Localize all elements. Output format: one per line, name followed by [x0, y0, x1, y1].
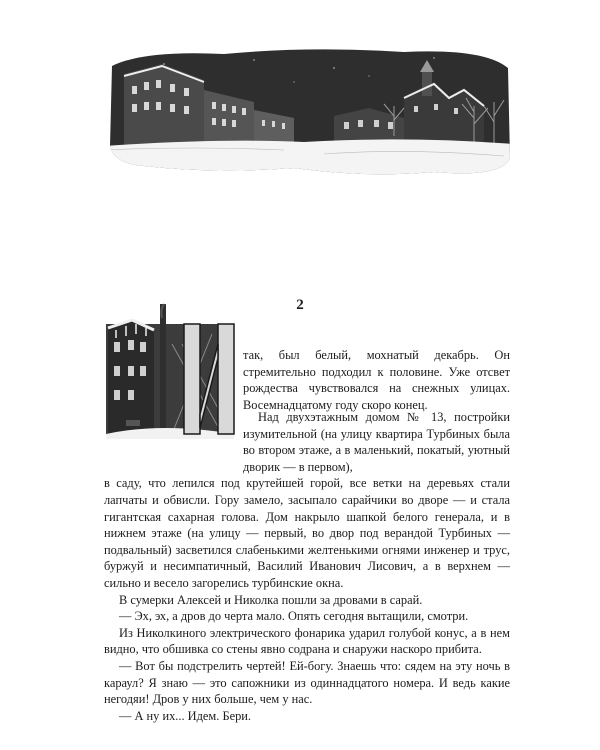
- paragraph-continuation: в саду, что лепился под крутейшей горой, все ветки на деревьях стали лапчаты и обвисли. Гору замело, засыпало сарайчики во дворе — и стала гигантская сахарная голова. Дом накрыло шапкой белого генерала, и в нижнем этаже (на улицу — первый, во двор под верандой Турбиных — подвальный) засветился слабенькими желтенькими огнями инженер и трус, буржуй и несимпатичный, Василий Иванович Лисович, а в верхнем — сильно и весело загорелись турбинские окна.: [104, 476, 510, 590]
- chapter-number: 2: [296, 297, 304, 313]
- paragraph: — А ну их... Идем. Бери.: [119, 708, 252, 723]
- body-text: [104, 409, 510, 724]
- paragraph: Над двухэтажным домом № 13, постройки изумительной (на улицу квартира Турбиных была во втором этаже, а в маленький, покатый, уютный дворик — в первом),: [243, 410, 510, 474]
- paragraph: так, был белый, мохнатый декабрь. Он стремительно подходил к половине. Уже отсвет рождества чувствовался на снежных улицах. Восемнадцатому году скоро конец.: [243, 348, 510, 412]
- paragraph: — Эх, эх, а дров до черта мало. Опять сегодня вытащили, смотри.: [119, 609, 469, 624]
- paragraph: — Вот бы подстрелить чертей! Ей-богу. Знаешь что: сядем на эту ночь в караул? Я знаю — это сапожники из одиннадцатого номера. И ведь какие негодяи! Дров у них больше, чем у нас.: [104, 658, 510, 707]
- paragraph: В сумерки Алексей и Николка пошли за дровами в сарай.: [119, 592, 423, 607]
- paragraph: Из Николкиного электрического фонарика ударил голубой конус, а в нем видно, что обшивка со стены явно содрана и снаружи наскоро прибита.: [104, 625, 510, 657]
- winter-night-street-illustration: [104, 46, 514, 186]
- first-paragraph-wrap: [243, 347, 510, 413]
